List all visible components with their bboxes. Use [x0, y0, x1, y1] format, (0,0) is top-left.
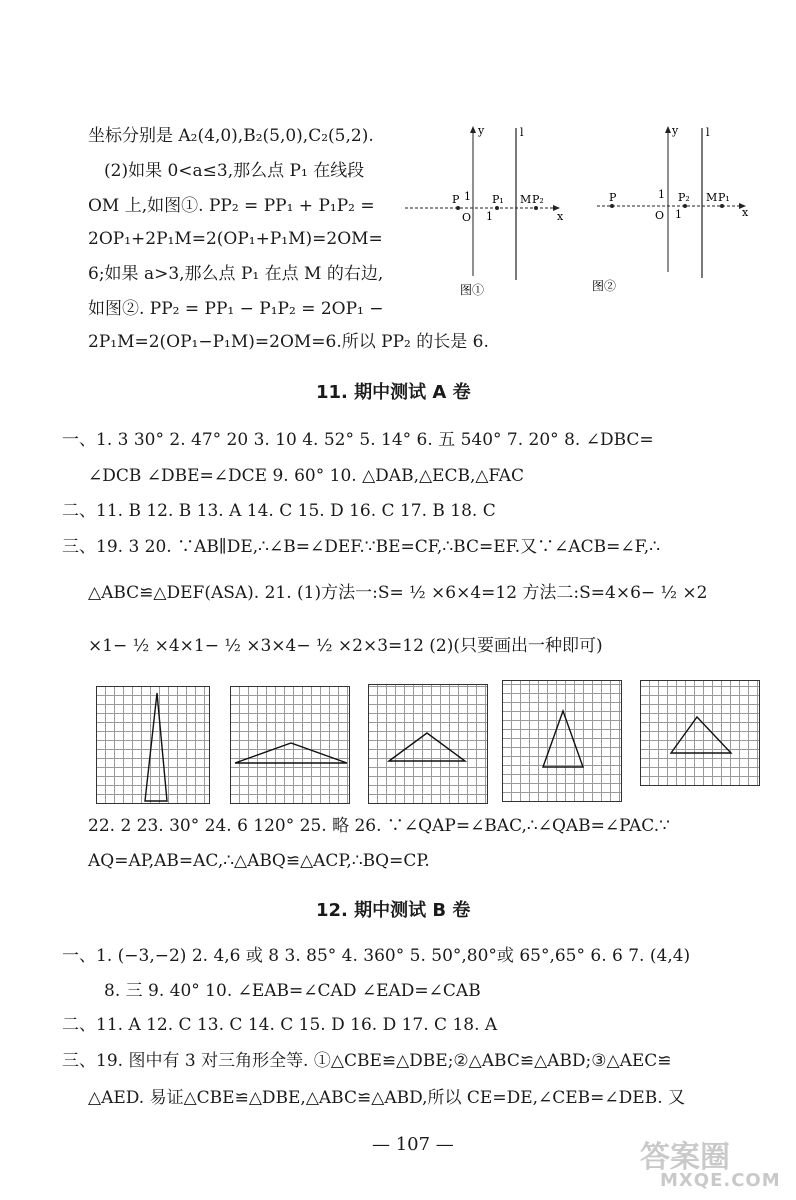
fig2-one-y: 1 — [658, 188, 665, 201]
fig2-x-label: x — [742, 206, 749, 219]
section-a-line-8: AQ=AP,AB=AC,∴△ABQ≌△ACP,∴BQ=CP. — [88, 851, 430, 871]
fig2-m-label: M — [706, 191, 718, 204]
prev-line-7: 2P₁M=2(OP₁−P₁M)=2OM=6.所以 PP₂ 的长是 6. — [88, 332, 489, 352]
fig1-p-label: P — [452, 193, 460, 206]
section-a-line-6: ×1− ½ ×4×1− ½ ×3×4− ½ ×2×3=12 (2)(只要画出一种即可) — [88, 636, 603, 656]
fig2-p-label: P — [609, 191, 617, 204]
fig1-p2-label: P₂ — [532, 193, 544, 206]
section-a-line-1: 一、1. 3 30° 2. 47° 20 3. 10 4. 52° 5. 14° 6. 五 540° 7. 20° 8. ∠DBC= — [62, 430, 654, 450]
coordinate-figure-1 — [400, 120, 570, 300]
section-b-line-5: △AED. 易证△CBE≌△DBE,△ABC≌△ABD,所以 CE=DE,∠CEB=∠DEB. 又 — [88, 1088, 686, 1108]
section-a-line-4: 三、19. 3 20. ∵AB∥DE,∴∠B=∠DEF.∵BE=CF,∴BC=EF.又∵∠ACB=∠F,∴ — [62, 537, 661, 557]
grid-triangle-2 — [230, 686, 350, 804]
watermark-url: MXQE.COM — [660, 1170, 781, 1191]
fig1-origin-label: O — [462, 211, 472, 224]
section-a-line-7: 22. 2 23. 30° 24. 6 120° 25. 略 26. ∵∠QAP=∠BAC,∴∠QAB=∠PAC.∵ — [88, 816, 670, 836]
page-number: — 107 — — [372, 1134, 454, 1155]
prev-line-5: 6;如果 a>3,那么点 P₁ 在点 M 的右边, — [88, 264, 384, 284]
watermark-logo: 答案圈 — [640, 1140, 730, 1175]
prev-line-3: OM 上,如图①. PP₂ = PP₁ + P₁P₂ = — [88, 196, 375, 216]
fig1-y-label: y — [478, 124, 485, 137]
section-b-line-1: 一、1. (−3,−2) 2. 4,6 或 8 3. 85° 4. 360° 5. 50°,80°或 65°,65° 6. 6 7. (4,4) — [62, 946, 691, 966]
grid-triangle-5 — [640, 680, 760, 786]
fig2-p2-label: P₂ — [678, 191, 690, 204]
prev-line-4: 2OP₁+2P₁M=2(OP₁+P₁M)=2OM= — [88, 229, 383, 249]
grid-triangle-3 — [368, 684, 488, 804]
fig2-y-label: y — [672, 124, 679, 137]
fig2-l-label: l — [706, 126, 710, 139]
fig1-one-x: 1 — [486, 210, 493, 223]
section-a-line-3: 二、11. B 12. B 13. A 14. C 15. D 16. C 17. B 18. C — [62, 501, 496, 521]
fig2-one-x: 1 — [675, 208, 682, 221]
fig1-p1-label: P₁ — [492, 193, 504, 206]
fig1-m-label: M — [520, 193, 532, 206]
fig2-origin-label: O — [655, 209, 665, 222]
section-b-line-2: 8. 三 9. 40° 10. ∠EAB=∠CAD ∠EAD=∠CAB — [104, 981, 481, 1001]
fig2-p1-label: P₁ — [718, 191, 730, 204]
prev-line-1: 坐标分别是 A₂(4,0),B₂(5,0),C₂(5,2). — [88, 126, 374, 146]
fig1-caption: 图① — [460, 283, 485, 297]
coordinate-figure-2 — [592, 120, 762, 300]
grid-triangle-4 — [502, 680, 622, 802]
prev-line-6: 如图②. PP₂ = PP₁ − P₁P₂ = 2OP₁ − — [88, 299, 384, 319]
fig1-l-label: l — [520, 126, 524, 139]
fig1-one-y: 1 — [464, 190, 471, 203]
fig1-x-label: x — [557, 210, 564, 223]
prev-line-2: (2)如果 0<a≤3,那么点 P₁ 在线段 — [104, 161, 365, 181]
section-b-line-4: 三、19. 图中有 3 对三角形全等. ①△CBE≌△DBE;②△ABC≌△ABD;③△AEC≌ — [62, 1051, 672, 1071]
section-a-line-2: ∠DCB ∠DBE=∠DCE 9. 60° 10. △DAB,△ECB,△FAC — [88, 466, 525, 486]
section-b-line-3: 二、11. A 12. C 13. C 14. C 15. D 16. D 17. C 18. A — [62, 1015, 498, 1035]
fig2-caption: 图② — [592, 279, 617, 293]
section-a-line-5: △ABC≌△DEF(ASA). 21. (1)方法一:S= ½ ×6×4=12 方法二:S=4×6− ½ ×2 — [88, 583, 708, 603]
section-b-title: 12. 期中测试 B 卷 — [316, 900, 471, 921]
grid-triangle-1 — [96, 686, 210, 804]
section-a-title: 11. 期中测试 A 卷 — [316, 382, 471, 403]
